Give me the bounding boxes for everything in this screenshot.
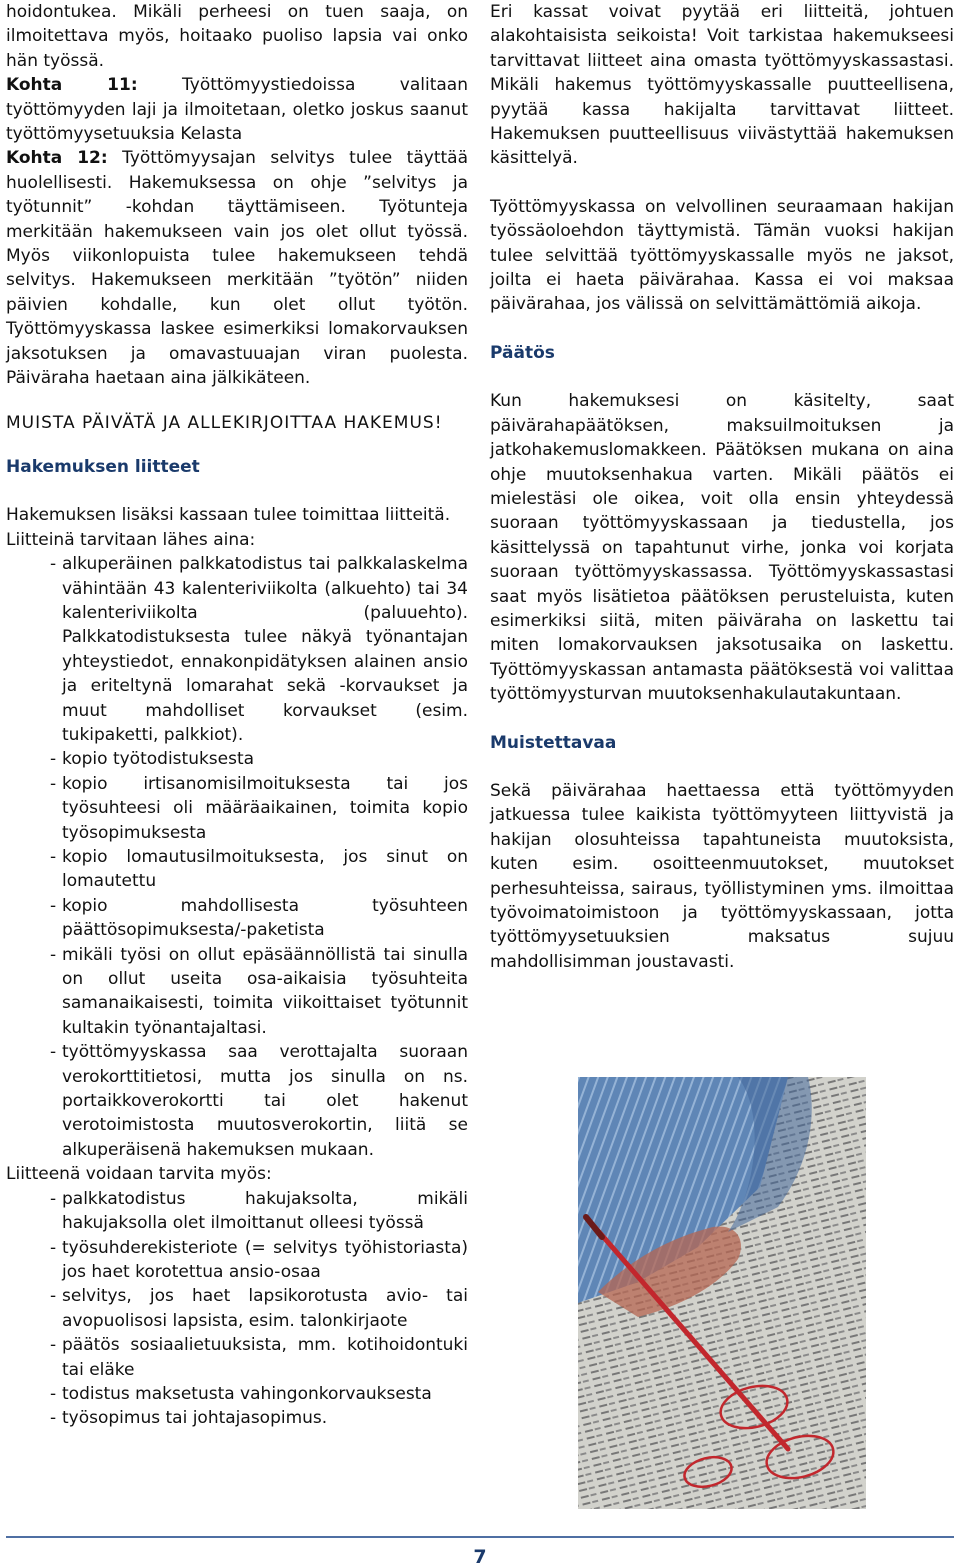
remember-paragraph: Sekä päivärahaa haettaessa että työttömyyden jatkuessa tulee kaikista työttömyyteen liittyvistä ja hakijan olosuhteissa tapahtuneista muutoksista, kuten esim. osoitteenmuutokset, muutokset perhesuhteissa, sairaus, työllistyminen yms. ilmoittaa työvoimatoimistoon ja työttömyyskassaan, jotta työttömyysetuuksien maksatus sujuu mahdollisimman joustavasti. [490,780,954,972]
list-item: - selvitys, jos haet lapsikorotusta avio- tai avopuolisosi lapsista, esim. talonkirjaote [50,1284,468,1333]
may-need-list [6,1187,468,1431]
list-item: - työsuhderekisteriote (= selvitys työhistoriasta) jos haet korotettua ansio-osaa [50,1236,468,1285]
list-item: - kopio irtisanomisilmoituksesta tai jos työsuhteesi oli määräaikainen, toimita kopio työsopimuksesta [50,772,468,845]
list-item: - todistus maksetusta vahingonkorvauksesta [50,1382,468,1406]
list-item: - kopio lomautusilmoituksesta, jos sinut on lomautettu [50,845,468,894]
list-item: - työttömyyskassa saa verottajalta suoraan verokorttitietosi, mutta jos sinulla on ns. portaikkoverokortti tai olet hakenut verotoimistosta muutosverokortin, liitä se alkuperäisenä hakemuksen mukaan. [50,1040,468,1162]
always-needed-intro: Liitteinä tarvitaan lähes aina: [6,529,256,550]
always-needed-list [6,552,468,1162]
reminder-text: MUISTA PÄIVÄTÄ JA ALLEKIRJOITTAA HAKEMUS! [6,412,443,433]
footer-rule [6,1536,954,1538]
photo-hand-marking-newspaper [578,1077,866,1509]
list-item: - alkuperäinen palkkatodistus tai palkkalaskelma vähintään 43 kalenteriviikolta (alkuehto) tai 34 kalenteriviikolta (paluuehto). Palkkatodistuksesta tulee näkyä työnantajan yhteystiedot, ennakonpidätyksen alainen ansio ja eriteltynä lomarahat sekä -korvaukset ja muut mahdolliset korvaukset (esim. tukipaketti, palkkiot). [50,552,468,747]
attachments-intro: Hakemuksen lisäksi kassaan tulee toimittaa liitteitä. [6,505,451,526]
attachments-heading: Hakemuksen liitteet [6,456,200,477]
list-item: - kopio mahdollisesta työsuhteen päättösopimuksesta/-paketista [50,894,468,943]
section-11-paragraph [6,73,468,146]
list-item: - kopio työtodistuksesta [50,747,468,771]
may-need-intro: Liitteenä voidaan tarvita myös: [6,1164,272,1185]
section-12-label: Kohta 12: [6,148,108,169]
work-condition-paragraph: Työttömyyskassa on velvollinen seuraamaan hakijan työssäoloehdon täyttymistä. Tämän vuoksi hakijan tulee selvittää työttömyyskassalle myös ne jaksot, joilta ei haeta päivärahaa. Kassa ei voi maksaa päivärahaa, jos välissä on selvittämättömiä aikoja. [490,196,954,315]
newspaper-photo [578,1077,866,1509]
section-12-text: Työttömyysajan selvitys tulee täyttää huolellisesti. Hakemuksessa on ohje ”selvitys ja työtunnit” -kohdan täyttämiseen. Työtunteja merkitään hakemukseen vain jos olet ollut työssä. Myös viikonlopuista tulee hakemukseen tehdä selvitys. Hakemukseen merkitään ”työtön” niiden päivien kohdalle, kun olet ollut työtön. Työttömyyskassa laskee esimerkiksi lomakorvauksen jaksotuksen ja omavastuuajan viran puolesta. Päiväraha haetaan aina jälkikäteen. [6,148,468,389]
intro-paragraph: hoidontukea. Mikäli perheesi on tuen saaja, on ilmoitettava myös, hoitaako puoliso lapsia vai onko hän työssä. [6,2,468,71]
list-item: - päätös sosiaalietuuksista, mm. kotihoidontuki tai eläke [50,1333,468,1382]
section-12-paragraph [6,146,468,390]
list-item: - työsopimus tai johtajasopimus. [50,1406,468,1430]
section-11-text: Työttömyystiedoissa valitaan työttömyyden laji ja ilmoitetaan, oletko joskus saanut työttömyysetuuksia Kelasta [6,75,468,145]
list-item: - palkkatodistus hakujaksolta, mikäli hakujaksolla olet ilmoittanut olleesi työssä [50,1187,468,1236]
left-column [6,0,468,1431]
right-column [490,0,954,974]
page-number: 7 [473,1546,487,1568]
section-11-label: Kohta 11: [6,75,138,96]
list-item: - mikäli työsi on ollut epäsäännöllistä tai sinulla on ollut useita osa-aikaisia työsuhteita samanaikaisesti, toimita viikoittaiset työtunnit kultakin työnantajaltasi. [50,943,468,1041]
decision-paragraph: Kun hakemuksesi on käsitelty, saat päivärahapäätöksen, maksuilmoituksen ja jatkohakemuslomakkeen. Päätöksen mukana on aina ohje muutoksenhakua varten. Mikäli päätös ei mielestäsi ole oikea, voit olla ensin yhteydessä suoraan työttömyyskassaan ja tiedustella, jos käsittelyssä on tapahtunut virhe, jonka voi korjata suoraan työttömyyskassassa. Työttömyyskassastasi saat myös lisätietoa päätöksen perusteluista, kuten esimerkiksi siitä, miten päiväraha on laskettu tai miten lomakorvauksen jaksotusaika on laskettu. Työttömyyskassan antamasta päätöksestä voi valittaa työttömyysturvan muutoksenhakulautakuntaan. [490,391,954,705]
attachments-note: Eri kassat voivat pyytää eri liitteitä, johtuen alakohtaisista seikoista! Voit tarkistaa hakemukseesi tarvittavat liitteet aina omasta työttömyyskassastasi. Mikäli hakemus työttömyyskassalle puutteellisena, pyytää kassa hakijalta tarvittavat liitteet. Hakemuksen puutteellisuus viivästyttää hakemuksen käsittelyä. [490,2,954,169]
remember-heading: Muistettavaa [490,732,617,753]
decision-heading: Päätös [490,342,555,363]
